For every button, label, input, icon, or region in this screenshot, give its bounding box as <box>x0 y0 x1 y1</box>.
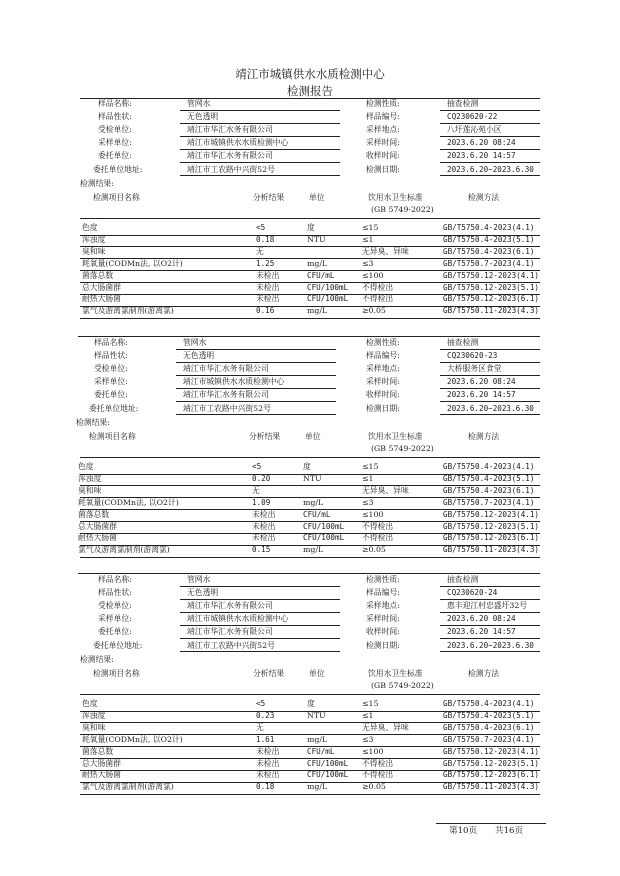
table-cell-result: 0.23 <box>256 710 275 720</box>
receive-time-value: 2023.6.20 14:57 <box>447 390 516 400</box>
sampling-place-label: 采样地点: <box>366 364 400 374</box>
table-cell-item: 耐热大肠菌 <box>78 533 117 543</box>
sample-character-label: 样品性状: <box>98 112 132 122</box>
sampling-time-label: 采样时间: <box>366 377 400 387</box>
test-date-label: 检测日期: <box>366 403 400 413</box>
sampling-place-value: 惠丰迎江村忠盛圩32号 <box>447 601 528 611</box>
client-unit-label: 受检单位: <box>98 601 132 611</box>
test-date-label: 检测日期: <box>366 640 400 650</box>
field-underline <box>440 362 540 363</box>
sample-name-value: 管网水 <box>183 338 207 347</box>
field-underline <box>180 110 340 111</box>
table-cell-standard: ≤100 <box>362 270 384 280</box>
center-name: 靖江市城镇供水水质检测中心 <box>235 67 385 81</box>
footer-rule <box>436 823 546 824</box>
table-cell-item: 耐热大肠菌 <box>82 770 121 780</box>
col-header-standard: 饮用水卫生标准 <box>368 669 423 678</box>
sample-character-label: 样品性状: <box>94 351 128 361</box>
field-underline <box>440 401 540 402</box>
table-cell-standard: 不得检出 <box>362 521 394 531</box>
field-underline <box>440 162 540 163</box>
test-date-value: 2023.6.20~2023.6.30 <box>447 403 534 413</box>
table-cell-result: <5 <box>256 223 266 232</box>
table-cell-standard: ≤100 <box>362 746 384 756</box>
results-label: 检测结果: <box>76 418 110 427</box>
table-cell-item: 氯气及游离氯制剂(游离氯) <box>78 545 170 555</box>
table-cell-result: 1.09 <box>252 497 271 507</box>
table-cell-method: GB/T5750.11-2023(4.3) <box>443 782 540 792</box>
table-cell-item: 氯气及游离氯制剂(游离氯) <box>82 782 174 792</box>
field-underline <box>176 388 336 389</box>
table-cell-item: 浑浊度 <box>82 710 106 720</box>
table-cell-unit: 度 <box>303 462 311 471</box>
table-cell-unit: NTU <box>307 710 326 720</box>
field-underline <box>176 401 336 402</box>
field-underline <box>180 625 340 626</box>
table-cell-item: 总大肠菌群 <box>78 521 117 531</box>
report-title: 检测报告 <box>287 84 333 98</box>
field-underline <box>440 375 540 376</box>
table-cell-unit: mg/L <box>303 545 324 555</box>
table-cell-result: 未检出 <box>256 282 280 292</box>
table-cell-item: 耗氧量(CODMn法, 以O2计) <box>78 497 179 507</box>
field-underline <box>180 149 340 150</box>
sampling-time-value: 2023.6.20 08:24 <box>447 377 516 387</box>
test-nature-label: 检测性质: <box>366 99 400 108</box>
table-cell-item: 浑浊度 <box>78 473 102 483</box>
table-cell-result: 0.16 <box>256 306 275 316</box>
col-header-result: 分析结果 <box>249 432 281 441</box>
table-cell-item: 色度 <box>82 223 98 232</box>
sample-character-label: 样品性状: <box>98 588 132 598</box>
sample-number-label: 样品编号: <box>366 112 400 122</box>
field-underline <box>180 638 340 639</box>
field-underline <box>440 612 540 613</box>
entrust-unit-value: 靖江市华汇水务有限公司 <box>183 390 269 400</box>
sample-number-value: CQ230620-23 <box>447 351 498 361</box>
entrust-address-value: 靖江市工农路中兴街52号 <box>187 164 275 174</box>
field-underline <box>176 375 336 376</box>
table-cell-unit: mg/L <box>307 734 328 744</box>
table-cell-method: GB/T5750.12-2023(5.1) <box>443 282 540 292</box>
table-cell-item: 耐热大肠菌 <box>82 294 121 304</box>
table-cell-result: 未检出 <box>256 758 280 768</box>
table-cell-result: 无 <box>256 722 264 732</box>
table-cell-unit: CFU/100mL <box>307 770 349 780</box>
page-total: 共16页 <box>495 826 524 836</box>
table-cell-result: <5 <box>256 699 266 708</box>
table-cell-item: 总大肠菌群 <box>82 758 121 768</box>
block-separator <box>78 573 540 574</box>
col-header-result: 分析结果 <box>253 669 285 678</box>
entrust-unit-label: 委托单位: <box>98 151 132 161</box>
table-cell-standard: ≥0.05 <box>362 782 386 792</box>
field-underline <box>440 651 540 652</box>
table-cell-item: 浑浊度 <box>82 234 106 244</box>
table-cell-method: GB/T5750.12-2023(4.1) <box>443 270 540 280</box>
field-underline <box>180 136 340 137</box>
field-underline <box>440 586 540 587</box>
test-nature-label: 检测性质: <box>366 338 400 347</box>
sampling-time-value: 2023.6.20 08:24 <box>447 138 516 148</box>
table-cell-method: GB/T5750.4-2023(4.1) <box>443 699 535 708</box>
results-label: 检测结果: <box>80 655 114 664</box>
table-cell-standard: ≤3 <box>362 497 374 507</box>
table-cell-standard: 无异臭、异味 <box>362 722 409 732</box>
table-cell-unit: CFU/100mL <box>307 758 349 768</box>
table-row-rule <box>80 318 540 319</box>
sampling-place-value: 八圩莲沁苑小区 <box>447 125 502 135</box>
col-header-standard-gb: (GB 5749-2022) <box>371 681 434 690</box>
entrust-address-label: 委托单位地址: <box>93 164 143 174</box>
table-cell-result: 0.18 <box>256 782 275 792</box>
receive-time-label: 收样时间: <box>366 390 400 400</box>
sample-number-label: 样品编号: <box>366 588 400 598</box>
table-cell-method: GB/T5750.4-2023(6.1) <box>443 246 535 256</box>
sample-name-label: 样品名称: <box>98 575 132 584</box>
table-cell-unit: CFU/100mL <box>303 521 345 531</box>
sampling-unit-value: 靖江市城镇供水水质检测中心 <box>187 614 289 624</box>
table-cell-standard: 不得检出 <box>362 770 394 780</box>
col-header-result: 分析结果 <box>253 193 285 202</box>
table-cell-unit: CFU/mL <box>307 746 335 756</box>
sampling-time-label: 采样时间: <box>366 138 400 148</box>
page-number: 第10页 <box>449 826 478 836</box>
sample-character-value: 无色透明 <box>187 112 219 122</box>
table-cell-standard: ≤15 <box>362 462 379 471</box>
entrust-address-value: 靖江市工农路中兴街52号 <box>187 640 275 650</box>
test-nature-value: 抽查检测 <box>447 99 479 108</box>
table-cell-standard: 无异臭、异味 <box>362 246 409 256</box>
entrust-address-value: 靖江市工农路中兴街52号 <box>183 403 271 413</box>
table-cell-standard: 无异臭、异味 <box>362 485 409 495</box>
table-cell-result: 无 <box>252 485 260 495</box>
header-rule <box>80 218 540 219</box>
table-cell-result: 1.25 <box>256 258 275 268</box>
sample-name-label: 样品名称: <box>94 338 128 347</box>
sampling-unit-label: 采样单位: <box>98 138 132 148</box>
table-cell-method: GB/T5750.12-2023(5.1) <box>443 521 540 531</box>
table-cell-unit: CFU/mL <box>303 509 331 519</box>
test-date-value: 2023.6.20~2023.6.30 <box>447 640 534 650</box>
table-cell-standard: ≥0.05 <box>362 545 386 555</box>
receive-time-value: 2023.6.20 14:57 <box>447 151 516 161</box>
field-underline <box>176 414 336 415</box>
entrust-unit-label: 委托单位: <box>94 390 128 400</box>
table-cell-result: 0.18 <box>256 234 275 244</box>
client-unit-value: 靖江市华汇水务有限公司 <box>187 601 273 611</box>
sample-name-value: 管网水 <box>187 575 211 584</box>
table-cell-item: 总大肠菌群 <box>82 282 121 292</box>
table-cell-method: GB/T5750.12-2023(6.1) <box>443 533 540 543</box>
table-cell-method: GB/T5750.4-2023(6.1) <box>443 722 535 732</box>
table-cell-unit: CFU/100mL <box>303 533 345 543</box>
client-unit-value: 靖江市华汇水务有限公司 <box>183 364 269 374</box>
table-cell-item: 臭和味 <box>78 485 102 495</box>
table-cell-result: 1.61 <box>256 734 275 744</box>
table-cell-method: GB/T5750.11-2023(4.3) <box>443 545 540 555</box>
sampling-time-label: 采样时间: <box>366 614 400 624</box>
table-cell-method: GB/T5750.7-2023(4.1) <box>443 258 535 268</box>
col-header-standard: 饮用水卫生标准 <box>368 193 423 202</box>
table-cell-item: 菌落总数 <box>82 746 114 756</box>
table-cell-result: 未检出 <box>252 521 276 531</box>
header-rule <box>80 694 540 695</box>
table-cell-standard: ≤1 <box>362 473 374 483</box>
table-cell-unit: NTU <box>307 234 326 244</box>
table-cell-result: 0.20 <box>252 473 271 483</box>
entrust-unit-value: 靖江市华汇水务有限公司 <box>187 151 273 161</box>
table-cell-method: GB/T5750.7-2023(4.1) <box>443 734 535 744</box>
col-header-unit: 单位 <box>309 669 325 678</box>
table-cell-result: <5 <box>252 462 262 471</box>
test-date-label: 检测日期: <box>366 164 400 174</box>
table-cell-standard: ≤3 <box>362 258 374 268</box>
table-cell-standard: 不得检出 <box>362 533 394 543</box>
field-underline <box>440 136 540 137</box>
field-underline <box>440 123 540 124</box>
sampling-unit-value: 靖江市城镇供水水质检测中心 <box>183 377 285 387</box>
table-row-rule <box>80 794 540 795</box>
client-unit-value: 靖江市华汇水务有限公司 <box>187 125 273 135</box>
sampling-place-label: 采样地点: <box>366 125 400 135</box>
table-cell-result: 0.15 <box>252 545 271 555</box>
table-cell-method: GB/T5750.4-2023(4.1) <box>443 223 535 232</box>
test-nature-value: 抽查检测 <box>447 575 479 584</box>
table-cell-unit: CFU/100mL <box>307 294 349 304</box>
sampling-time-value: 2023.6.20 08:24 <box>447 614 516 624</box>
col-header-standard: 饮用水卫生标准 <box>368 432 423 441</box>
entrust-address-label: 委托单位地址: <box>89 403 139 413</box>
table-cell-method: GB/T5750.12-2023(4.1) <box>443 746 540 756</box>
sampling-place-label: 采样地点: <box>366 601 400 611</box>
table-row-rule <box>80 557 540 558</box>
sample-character-value: 无色透明 <box>187 588 219 598</box>
table-cell-item: 臭和味 <box>82 722 106 732</box>
field-underline <box>440 625 540 626</box>
table-cell-item: 色度 <box>82 699 98 708</box>
field-underline <box>180 651 340 652</box>
block-separator <box>78 336 540 337</box>
table-cell-result: 无 <box>256 246 264 256</box>
table-cell-unit: 度 <box>307 699 315 708</box>
field-underline <box>440 388 540 389</box>
field-underline <box>440 110 540 111</box>
table-cell-method: GB/T5750.12-2023(4.1) <box>443 509 540 519</box>
table-cell-standard: ≤1 <box>362 234 374 244</box>
table-cell-result: 未检出 <box>256 270 280 280</box>
header-rule <box>80 457 540 458</box>
col-header-method: 检测方法 <box>468 669 500 678</box>
field-underline <box>176 349 336 350</box>
table-cell-item: 菌落总数 <box>82 270 114 280</box>
field-underline <box>180 162 340 163</box>
table-cell-item: 氯气及游离氯制剂(游离氯) <box>82 306 174 316</box>
table-cell-method: GB/T5750.4-2023(4.1) <box>443 462 535 471</box>
table-cell-unit: mg/L <box>307 306 328 316</box>
receive-time-value: 2023.6.20 14:57 <box>447 627 516 637</box>
entrust-unit-label: 委托单位: <box>98 627 132 637</box>
table-cell-unit: CFU/100mL <box>307 282 349 292</box>
table-cell-item: 臭和味 <box>82 246 106 256</box>
field-underline <box>440 149 540 150</box>
table-cell-method: GB/T5750.4-2023(6.1) <box>443 485 535 495</box>
table-cell-method: GB/T5750.12-2023(6.1) <box>443 294 540 304</box>
table-cell-item: 色度 <box>78 462 94 471</box>
table-cell-method: GB/T5750.12-2023(6.1) <box>443 770 540 780</box>
sampling-unit-value: 靖江市城镇供水水质检测中心 <box>187 138 289 148</box>
client-unit-label: 受检单位: <box>94 364 128 374</box>
table-cell-unit: NTU <box>303 473 322 483</box>
sample-character-value: 无色透明 <box>183 351 215 361</box>
receive-time-label: 收样时间: <box>366 627 400 637</box>
table-cell-result: 未检出 <box>252 533 276 543</box>
col-header-standard-gb: (GB 5749-2022) <box>371 444 434 453</box>
table-cell-standard: 不得检出 <box>362 758 394 768</box>
test-nature-value: 抽查检测 <box>447 338 479 347</box>
table-cell-method: GB/T5750.4-2023(5.1) <box>443 234 535 244</box>
entrust-unit-value: 靖江市华汇水务有限公司 <box>187 627 273 637</box>
col-header-standard-gb: (GB 5749-2022) <box>371 205 434 214</box>
field-underline <box>440 175 540 176</box>
sampling-place-value: 大桥服务区食堂 <box>447 364 502 374</box>
table-cell-result: 未检出 <box>252 509 276 519</box>
table-cell-item: 耗氧量(CODMn法, 以O2计) <box>82 734 183 744</box>
field-underline <box>440 349 540 350</box>
table-cell-standard: 不得检出 <box>362 282 394 292</box>
table-cell-unit: CFU/mL <box>307 270 335 280</box>
test-date-value: 2023.6.20~2023.6.30 <box>447 164 534 174</box>
receive-time-label: 收样时间: <box>366 151 400 161</box>
table-cell-unit: mg/L <box>303 497 324 507</box>
table-cell-unit: mg/L <box>307 782 328 792</box>
sampling-unit-label: 采样单位: <box>98 614 132 624</box>
col-header-unit: 单位 <box>309 193 325 202</box>
field-underline <box>440 599 540 600</box>
test-nature-label: 检测性质: <box>366 575 400 584</box>
table-cell-item: 菌落总数 <box>78 509 110 519</box>
col-header-item: 检测项目名称 <box>93 193 140 202</box>
sample-name-label: 样品名称: <box>98 99 132 108</box>
field-underline <box>180 612 340 613</box>
client-unit-label: 受检单位: <box>98 125 132 135</box>
table-cell-unit: 度 <box>307 223 315 232</box>
col-header-item: 检测项目名称 <box>89 432 136 441</box>
table-cell-item: 耗氧量(CODMn法, 以O2计) <box>82 258 183 268</box>
field-underline <box>180 175 340 176</box>
table-cell-method: GB/T5750.4-2023(5.1) <box>443 710 535 720</box>
table-cell-result: 未检出 <box>256 770 280 780</box>
field-underline <box>180 599 340 600</box>
field-underline <box>180 123 340 124</box>
col-header-unit: 单位 <box>305 432 321 441</box>
sample-number-value: CQ230620-24 <box>447 588 498 598</box>
table-cell-method: GB/T5750.12-2023(5.1) <box>443 758 540 768</box>
sampling-unit-label: 采样单位: <box>94 377 128 387</box>
field-underline <box>180 586 340 587</box>
field-underline <box>440 638 540 639</box>
table-cell-result: 未检出 <box>256 294 280 304</box>
table-cell-method: GB/T5750.4-2023(5.1) <box>443 473 535 483</box>
sample-number-label: 样品编号: <box>366 351 400 361</box>
table-cell-standard: ≤100 <box>362 509 384 519</box>
entrust-address-label: 委托单位地址: <box>93 640 143 650</box>
table-cell-standard: ≤15 <box>362 699 379 708</box>
table-cell-method: GB/T5750.7-2023(4.1) <box>443 497 535 507</box>
col-header-method: 检测方法 <box>468 193 500 202</box>
table-cell-standard: ≥0.05 <box>362 306 386 316</box>
sample-name-value: 管网水 <box>187 99 211 108</box>
table-cell-unit: mg/L <box>307 258 328 268</box>
col-header-method: 检测方法 <box>468 432 500 441</box>
field-underline <box>440 414 540 415</box>
table-cell-standard: ≤1 <box>362 710 374 720</box>
table-cell-standard: 不得检出 <box>362 294 394 304</box>
table-cell-method: GB/T5750.11-2023(4.3) <box>443 306 540 316</box>
table-cell-standard: ≤15 <box>362 223 379 232</box>
field-underline <box>176 362 336 363</box>
table-cell-standard: ≤3 <box>362 734 374 744</box>
sample-number-value: CQ230620-22 <box>447 112 498 122</box>
col-header-item: 检测项目名称 <box>93 669 140 678</box>
table-cell-result: 未检出 <box>256 746 280 756</box>
results-label: 检测结果: <box>80 179 114 188</box>
